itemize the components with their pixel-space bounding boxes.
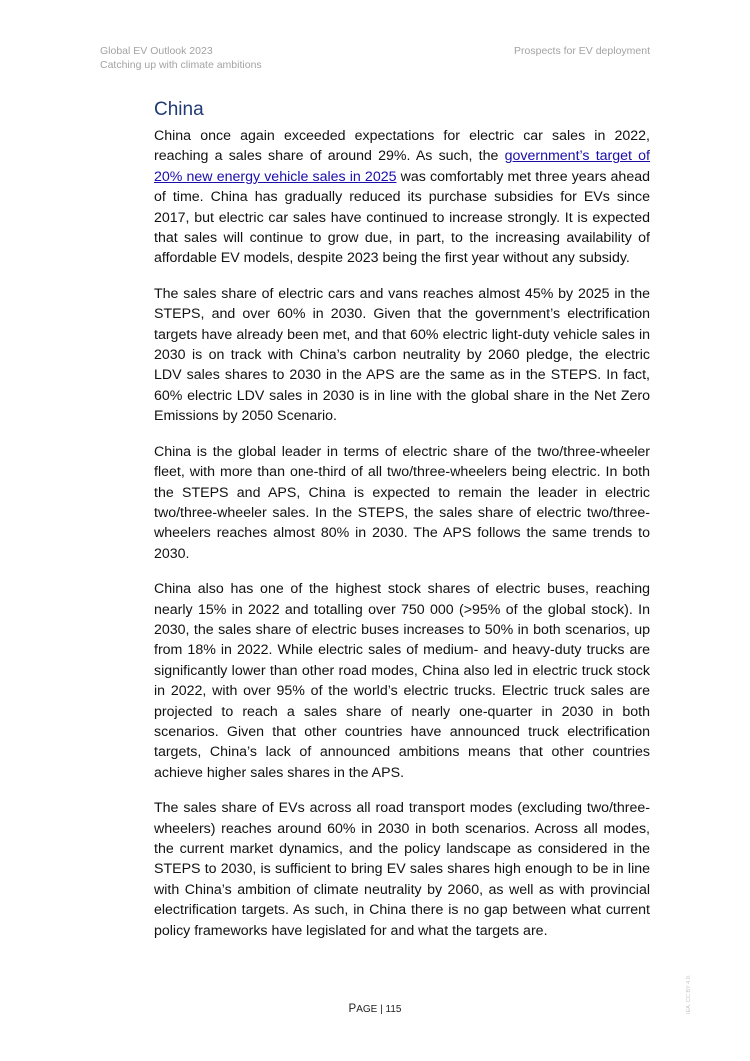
paragraph-3: China is the global leader in terms of electric share of the two/three-wheeler fleet, with more than one-third of all two/three-wheelers being electric. In both the STEPS and APS, China is expected to remain the leader in electric two/three-wheeler sales. In the STEPS, the sales share of electric two/three-wheelers reaches almost 80% in 2030. The APS follows the same trends to 2030. — [154, 443, 650, 562]
section-heading: China — [154, 99, 204, 120]
running-header-right — [514, 44, 650, 58]
paragraph-1-before-link: China once again exceeded expectations for electric car sales in 2022, reaching a sales share of around 29%. As such, the — [154, 128, 650, 165]
paragraph-1-after-link: was comfortably met three years ahead of time. China has gradually reduced its purchase subsidies for EVs since 2017, but electric car sales have continued to increase strongly. It is expected that sales will continue to grow due, in part, to the increasing availability of affordable EV models, despite 2023 being the first year without any subsidy. — [154, 168, 650, 267]
page-number: 115 — [385, 1004, 402, 1015]
chapter-title: Prospects for EV deployment — [514, 45, 650, 57]
government-target-link[interactable]: government’s target of 20% new energy vehicle sales in 2025 — [154, 148, 650, 185]
page-label-initial: P — [348, 1003, 357, 1015]
report-title: Global EV Outlook 2023 — [100, 45, 213, 57]
page-footer — [0, 1003, 750, 1015]
paragraph-2: The sales share of electric cars and vans reaches almost 45% by 2025 in the STEPS, and over 60% in 2030. Given that the government’s electrification targets have already been met, and that 60% electric light-duty vehicle sales in 2030 is on track with China’s carbon neutrality by 2060 pledge, the electric LDV sales shares to 2030 in the APS are the same as in the STEPS. In fact, 60% electric LDV sales in 2030 is in line with the global share in the Net Zero Emissions by 2050 Scenario. — [154, 285, 650, 425]
page-separator: | — [377, 1004, 386, 1015]
paragraph-5: The sales share of EVs across all road transport modes (excluding two/three-wheelers) reaches around 60% in 2030 in both scenarios. Across all modes, the current market dynamics, and the policy landscape as considered in the STEPS to 2030, is sufficient to bring EV sales shares high enough to be in line with China’s ambition of climate neutrality by 2060, as well as with provincial electrification targets. As such, in China there is no gap between what current policy frameworks have legislated for and what the targets are. — [154, 800, 650, 939]
paragraph-4: China also has one of the highest stock shares of electric buses, reaching nearly 15% in 2022 and totalling over 750 000 (>95% of the global stock). In 2030, the sales share of electric buses increases to 50% in both scenarios, up from 18% in 2022. While electric sales of medium- and heavy-duty trucks are significantly lower than other road modes, China also led in electric truck stock in 2022, with over 95% of the world’s electric trucks. Electric truck sales are projected to reach a sales share of nearly one-quarter in 2030 in both scenarios. Given that other countries have announced truck electrification targets, China’s lack of announced ambitions means that other countries achieve higher sales shares in the APS. — [154, 581, 650, 781]
license-watermark: IEA. CC BY 4.0. — [686, 974, 692, 1014]
main-content — [154, 98, 650, 956]
report-subtitle: Catching up with climate ambitions — [100, 59, 262, 71]
page-label-rest: AGE — [356, 1004, 378, 1015]
paragraph-1 — [154, 126, 650, 269]
running-header-left — [100, 44, 262, 72]
